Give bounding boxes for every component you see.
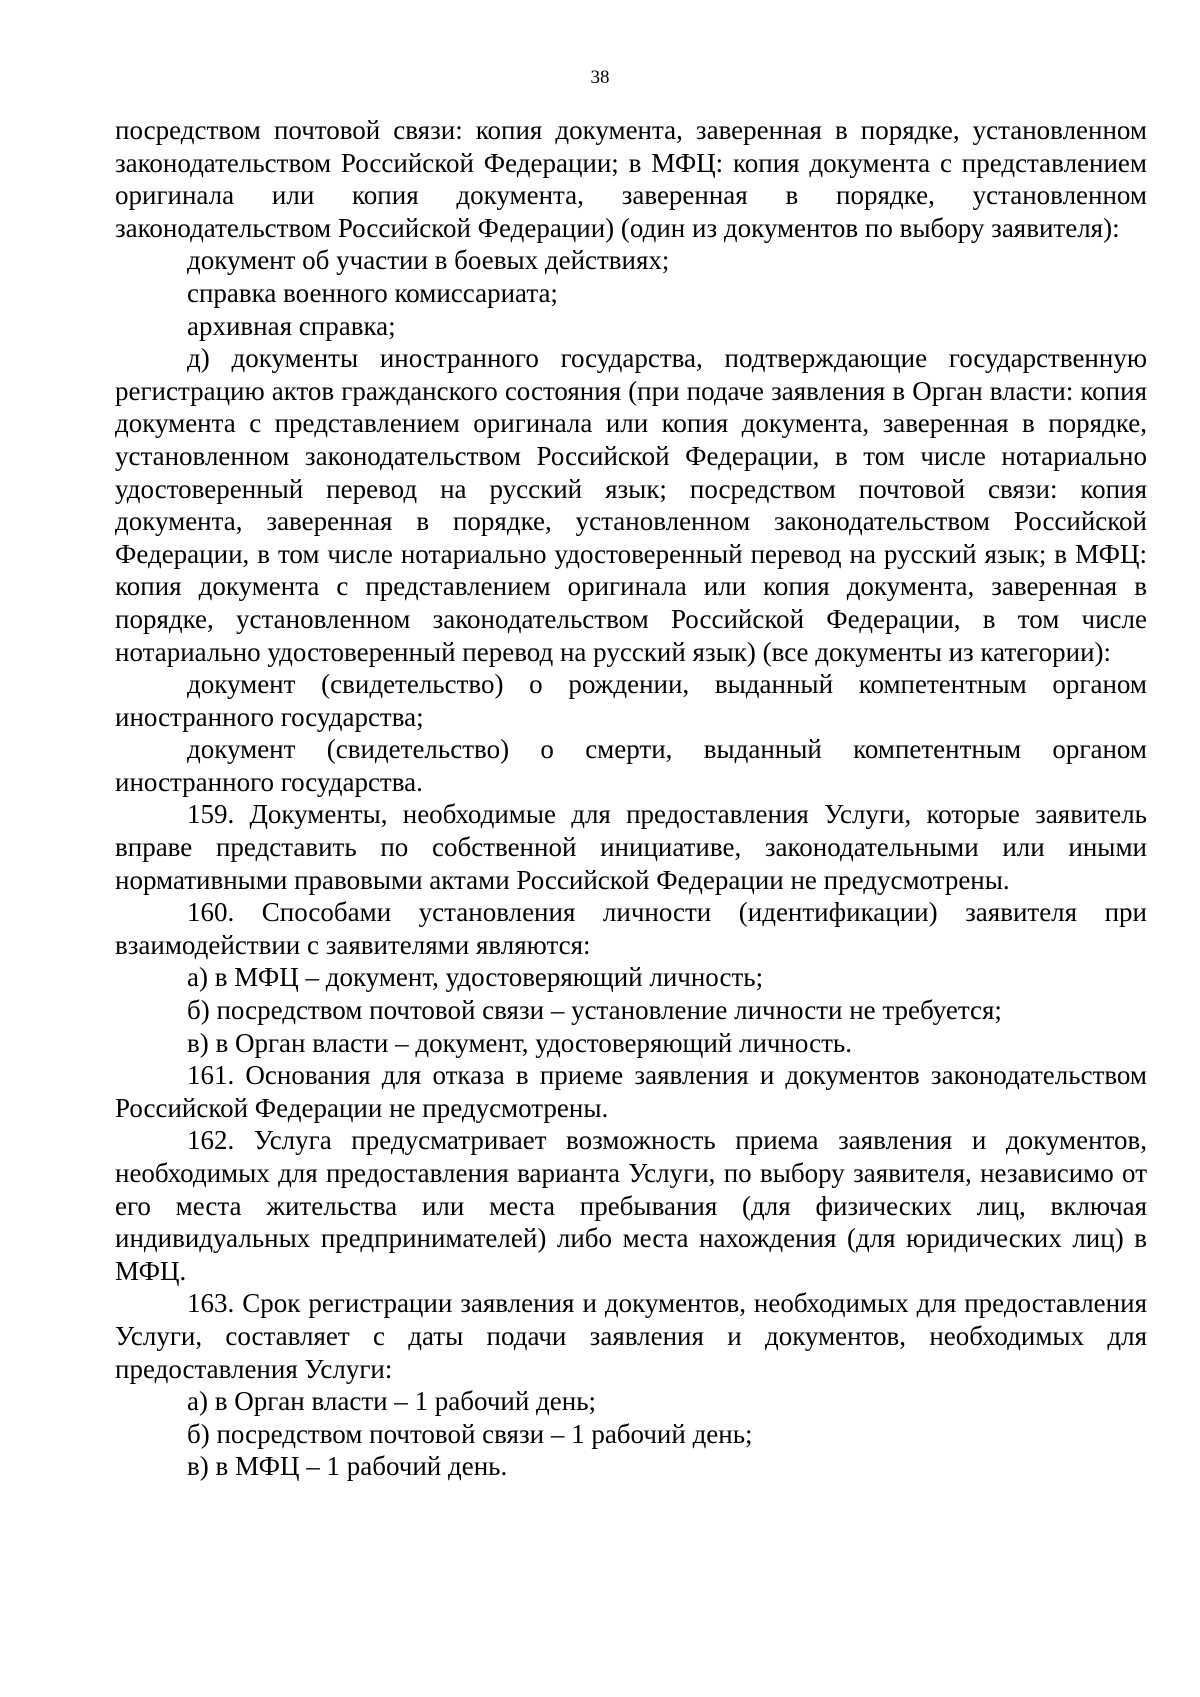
paragraph-161: 161. Основания для отказа в приеме заявления и документов законодательством Российской Федерации не предусмотрены. bbox=[115, 1060, 1147, 1123]
list-item: справка военного комиссариата; bbox=[187, 277, 558, 308]
list-item: б) посредством почтовой связи – установление личности не требуется; bbox=[187, 995, 1002, 1026]
paragraph-d: д) документы иностранного государства, подтверждающие государственную регистрацию актов гражданского состояния (при подаче заявления в Орган власти: копия документа с представлением оригинала или копия документа, заверенная в порядке, установленном законодательством Российской Федерации, в том числе нотариально удостоверенный перевод на русский язык; посредством почтовой связи: копия документа, заверенная в порядке, установленном законодательством Российской Федерации, в том числе нотариально удостоверенный перевод на русский язык; в МФЦ: копия документа с представлением оригинала или копия документа, заверенная в порядке, установленном законодательством Российской Федерации, в том числе нотариально удостоверенный перевод на русский язык) (все документы из категории): bbox=[115, 343, 1147, 667]
list-item: а) в МФЦ – документ, удостоверяющий личность; bbox=[187, 962, 764, 993]
paragraph-continuation: посредством почтовой связи: копия документа, заверенная в порядке, установленном законодательством Российской Федерации; в МФЦ: копия документа с представлением оригинала или копия документа, заверенная в порядке, установленном законодательством Российской Федерации) (один из документов по выбору заявителя): bbox=[115, 115, 1147, 243]
paragraph-162: 162. Услуга предусматривает возможность приема заявления и документов, необходимых для предоставления варианта Услуги, по выбору заявителя, независимо от его места жительства или места пребывания (для физических лиц, включая индивидуальных предпринимателей) либо места нахождения (для юридических лиц) в МФЦ. bbox=[115, 1125, 1147, 1286]
list-item: документ об участии в боевых действиях; bbox=[187, 245, 670, 276]
list-item: документ (свидетельство) о смерти, выданный компетентным органом иностранного государства. bbox=[115, 734, 1147, 797]
list-item: документ (свидетельство) о рождении, выданный компетентным органом иностранного государства; bbox=[115, 669, 1147, 732]
list-item: а) в Орган власти – 1 рабочий день; bbox=[187, 1386, 597, 1417]
paragraph-159: 159. Документы, необходимые для предоставления Услуги, которые заявитель вправе представить по собственной инициативе, законодательными или иными нормативными правовыми актами Российской Федерации не предусмотрены. bbox=[115, 799, 1147, 895]
list-item: в) в МФЦ – 1 рабочий день. bbox=[187, 1451, 508, 1482]
list-item: в) в Орган власти – документ, удостоверяющий личность. bbox=[187, 1027, 852, 1058]
page-number: 38 bbox=[590, 67, 610, 88]
paragraph-163: 163. Срок регистрации заявления и документов, необходимых для предоставления Услуги, составляет с даты подачи заявления и документов, необходимых для предоставления Услуги: bbox=[115, 1288, 1147, 1384]
paragraph-160: 160. Способами установления личности (идентификации) заявителя при взаимодействии с заявителями являются: bbox=[115, 897, 1147, 960]
list-item: б) посредством почтовой связи – 1 рабочий день; bbox=[187, 1418, 753, 1449]
list-item: архивная справка; bbox=[187, 310, 396, 341]
document-body bbox=[115, 114, 1147, 1483]
